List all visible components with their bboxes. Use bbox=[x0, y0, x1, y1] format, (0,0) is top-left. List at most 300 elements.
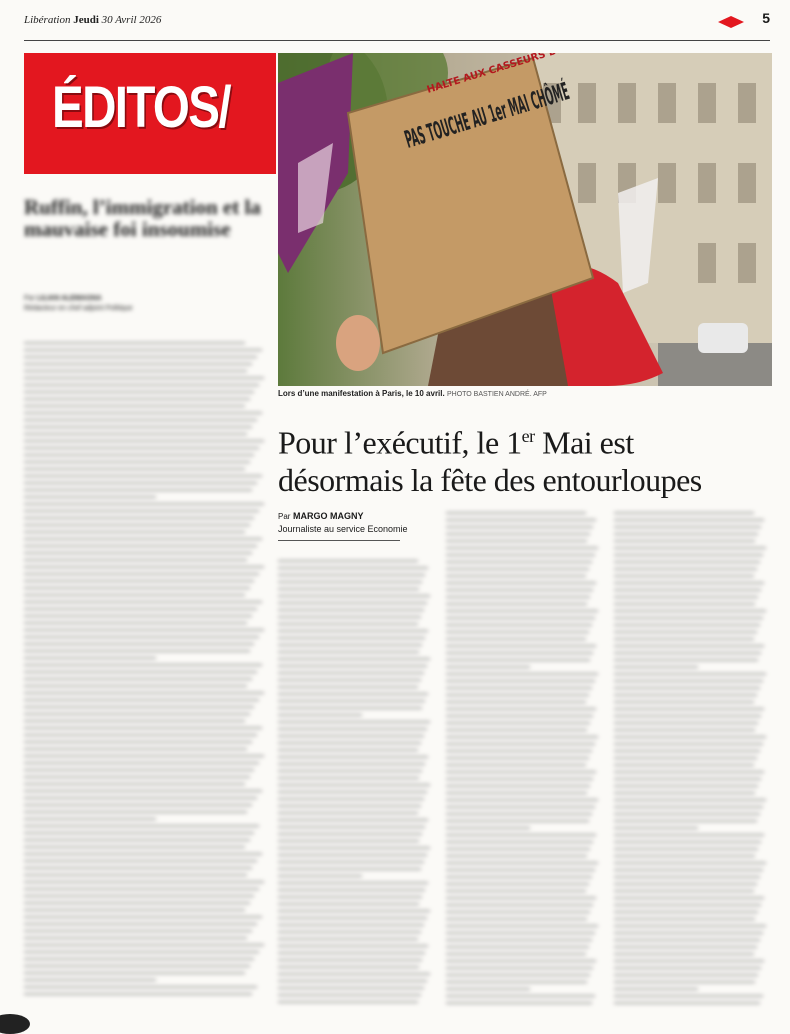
text-line bbox=[24, 720, 245, 722]
text-line bbox=[614, 708, 764, 710]
text-line bbox=[614, 729, 755, 731]
text-line bbox=[24, 391, 254, 393]
text-line bbox=[278, 875, 362, 877]
text-line bbox=[24, 531, 245, 533]
text-line bbox=[24, 671, 257, 673]
text-line bbox=[614, 771, 764, 773]
text-line bbox=[614, 897, 764, 899]
text-line bbox=[614, 862, 766, 864]
text-line bbox=[446, 701, 586, 703]
text-line bbox=[24, 874, 247, 876]
text-line bbox=[446, 715, 593, 717]
text-line bbox=[446, 589, 593, 591]
text-line bbox=[24, 566, 264, 568]
text-line bbox=[24, 608, 257, 610]
text-line bbox=[24, 524, 250, 526]
text-line bbox=[24, 517, 254, 519]
text-line bbox=[278, 742, 421, 744]
text-line bbox=[24, 776, 250, 778]
text-line bbox=[446, 512, 586, 514]
text-line bbox=[446, 925, 598, 927]
text-line bbox=[24, 643, 254, 645]
text-line bbox=[278, 623, 418, 625]
text-line bbox=[278, 896, 422, 898]
text-line bbox=[446, 827, 530, 829]
text-line bbox=[278, 861, 424, 863]
text-line bbox=[278, 931, 421, 933]
text-line bbox=[614, 652, 761, 654]
text-line bbox=[614, 624, 760, 626]
text-line bbox=[24, 895, 254, 897]
text-line bbox=[24, 601, 262, 603]
text-line bbox=[614, 925, 766, 927]
text-line bbox=[24, 503, 264, 505]
text-line bbox=[614, 953, 754, 955]
text-line bbox=[614, 736, 766, 738]
text-line bbox=[614, 974, 758, 976]
editorial-title: Ruffin, l’immigration et la mauvaise foi insoumise bbox=[24, 195, 261, 241]
text-line bbox=[24, 783, 245, 785]
text-line bbox=[614, 883, 757, 885]
text-line bbox=[24, 615, 252, 617]
text-line bbox=[278, 686, 418, 688]
text-line bbox=[614, 722, 758, 724]
text-line bbox=[278, 791, 427, 793]
text-line bbox=[278, 777, 419, 779]
text-line bbox=[614, 666, 698, 668]
text-line bbox=[278, 987, 424, 989]
text-line bbox=[24, 923, 257, 925]
text-line bbox=[278, 728, 427, 730]
text-line bbox=[278, 567, 428, 569]
text-line bbox=[24, 650, 250, 652]
text-line bbox=[614, 575, 754, 577]
header-rule bbox=[24, 40, 770, 41]
text-line bbox=[24, 447, 259, 449]
text-line bbox=[614, 610, 766, 612]
text-line bbox=[446, 736, 598, 738]
text-line bbox=[24, 398, 250, 400]
text-line bbox=[24, 790, 262, 792]
text-line bbox=[24, 741, 252, 743]
text-line bbox=[24, 965, 250, 967]
text-line bbox=[278, 966, 419, 968]
text-line bbox=[446, 904, 593, 906]
text-line bbox=[278, 672, 424, 674]
text-line bbox=[614, 673, 766, 675]
text-line bbox=[446, 631, 589, 633]
article-column-2 bbox=[446, 512, 598, 1009]
text-line bbox=[614, 813, 760, 815]
text-line bbox=[278, 693, 428, 695]
text-line bbox=[614, 547, 766, 549]
text-line bbox=[614, 568, 757, 570]
text-line bbox=[24, 510, 259, 512]
text-line bbox=[614, 932, 763, 934]
text-line bbox=[24, 727, 262, 729]
text-line bbox=[614, 967, 761, 969]
text-line bbox=[24, 888, 259, 890]
text-line bbox=[278, 735, 424, 737]
text-line bbox=[24, 685, 247, 687]
text-line bbox=[24, 657, 156, 659]
text-line bbox=[446, 708, 596, 710]
text-line bbox=[278, 651, 419, 653]
text-line bbox=[446, 1002, 592, 1004]
text-line bbox=[24, 797, 257, 799]
text-line bbox=[278, 994, 421, 996]
text-line bbox=[614, 743, 763, 745]
text-line bbox=[278, 924, 424, 926]
text-line bbox=[24, 881, 264, 883]
text-line bbox=[614, 1002, 760, 1004]
text-line bbox=[24, 363, 252, 365]
text-line bbox=[24, 951, 259, 953]
text-line bbox=[24, 587, 250, 589]
text-line bbox=[278, 917, 427, 919]
text-line bbox=[446, 673, 598, 675]
text-line bbox=[278, 798, 424, 800]
text-line bbox=[446, 757, 589, 759]
text-line bbox=[446, 792, 587, 794]
text-line bbox=[446, 526, 593, 528]
text-line bbox=[24, 979, 156, 981]
text-line bbox=[278, 574, 425, 576]
text-line bbox=[614, 582, 764, 584]
text-line bbox=[278, 665, 427, 667]
text-line bbox=[24, 629, 264, 631]
text-line bbox=[446, 638, 586, 640]
text-line bbox=[24, 559, 247, 561]
byline-rule bbox=[278, 540, 400, 541]
sign-top-text: HALTE AUX CASSEURS bbox=[425, 53, 548, 96]
text-line bbox=[24, 426, 252, 428]
text-line bbox=[446, 554, 595, 556]
text-line bbox=[446, 617, 595, 619]
text-line bbox=[278, 707, 422, 709]
text-line bbox=[614, 596, 758, 598]
text-line bbox=[614, 785, 758, 787]
text-line bbox=[278, 644, 422, 646]
text-line bbox=[24, 867, 252, 869]
text-line bbox=[446, 967, 593, 969]
text-line bbox=[446, 862, 598, 864]
section-label: ÉDITOS/ bbox=[52, 75, 230, 140]
headline-superscript: er bbox=[521, 426, 535, 446]
text-line bbox=[278, 959, 422, 961]
text-line bbox=[24, 755, 264, 757]
text-line bbox=[24, 594, 245, 596]
text-line bbox=[614, 834, 764, 836]
byline-prefix: Par bbox=[278, 512, 291, 521]
text-line bbox=[24, 356, 257, 358]
text-line bbox=[24, 853, 262, 855]
text-line bbox=[446, 869, 595, 871]
text-line bbox=[446, 918, 587, 920]
text-line bbox=[24, 461, 250, 463]
text-line bbox=[446, 645, 596, 647]
text-line bbox=[446, 988, 530, 990]
text-line bbox=[278, 903, 419, 905]
text-line bbox=[24, 699, 259, 701]
text-line bbox=[24, 713, 250, 715]
text-line bbox=[614, 806, 763, 808]
text-line bbox=[446, 603, 587, 605]
text-line bbox=[614, 701, 754, 703]
text-line bbox=[614, 848, 758, 850]
article-column-1 bbox=[278, 560, 430, 1008]
article-headline bbox=[278, 418, 778, 499]
text-line bbox=[446, 722, 590, 724]
text-line bbox=[24, 734, 257, 736]
text-line bbox=[446, 652, 593, 654]
text-line bbox=[278, 658, 430, 660]
text-line bbox=[446, 764, 586, 766]
headline-part-2: Mai est bbox=[534, 424, 634, 461]
text-line bbox=[614, 939, 760, 941]
text-line bbox=[614, 869, 763, 871]
text-line bbox=[24, 545, 257, 547]
text-line bbox=[278, 889, 425, 891]
text-line bbox=[614, 778, 761, 780]
text-line bbox=[24, 832, 254, 834]
photo-credit: PHOTO BASTIEN ANDRÉ. AFP bbox=[446, 391, 547, 398]
text-line bbox=[614, 764, 754, 766]
text-line bbox=[24, 748, 247, 750]
text-line bbox=[446, 883, 589, 885]
text-line bbox=[614, 659, 758, 661]
text-line bbox=[446, 680, 595, 682]
text-line bbox=[614, 995, 763, 997]
text-line bbox=[614, 512, 754, 514]
text-line bbox=[24, 839, 250, 841]
text-line bbox=[278, 714, 362, 716]
editorial-author: LILIAN ALEMAGNA bbox=[36, 295, 102, 302]
text-line bbox=[446, 974, 590, 976]
text-line bbox=[24, 468, 245, 470]
publication-name: Libération bbox=[24, 14, 71, 26]
text-line bbox=[446, 694, 589, 696]
headline-line-2: désormais la fête des entourloupes bbox=[278, 461, 702, 498]
text-line bbox=[24, 916, 262, 918]
text-line bbox=[24, 580, 254, 582]
text-line bbox=[614, 631, 757, 633]
text-line bbox=[278, 595, 430, 597]
text-line bbox=[24, 377, 264, 379]
text-line bbox=[446, 890, 586, 892]
text-line bbox=[278, 973, 430, 975]
article-photo bbox=[278, 53, 772, 386]
text-line bbox=[446, 820, 589, 822]
text-line bbox=[24, 692, 264, 694]
text-line bbox=[446, 561, 592, 563]
text-line bbox=[24, 944, 264, 946]
text-line bbox=[446, 533, 590, 535]
text-line bbox=[278, 945, 428, 947]
text-line bbox=[446, 596, 590, 598]
text-line bbox=[24, 678, 252, 680]
text-line bbox=[446, 953, 586, 955]
text-line bbox=[24, 475, 262, 477]
article-byline bbox=[278, 510, 408, 535]
text-line bbox=[278, 581, 422, 583]
article-author: MARGO MAGNY bbox=[292, 511, 364, 521]
text-line bbox=[24, 454, 254, 456]
text-line bbox=[446, 932, 595, 934]
text-line bbox=[446, 785, 590, 787]
text-line bbox=[24, 986, 257, 988]
text-line bbox=[614, 841, 761, 843]
text-line bbox=[24, 552, 252, 554]
text-line bbox=[278, 630, 428, 632]
text-line bbox=[24, 440, 264, 442]
page-number: 5 bbox=[762, 10, 770, 26]
text-line bbox=[446, 939, 592, 941]
text-line bbox=[614, 820, 757, 822]
text-line bbox=[446, 799, 598, 801]
text-line bbox=[24, 825, 259, 827]
text-line bbox=[446, 750, 592, 752]
text-line bbox=[278, 805, 421, 807]
text-line bbox=[278, 637, 425, 639]
text-line bbox=[446, 848, 590, 850]
text-line bbox=[446, 729, 587, 731]
text-line bbox=[446, 813, 592, 815]
text-line bbox=[446, 575, 586, 577]
text-line bbox=[278, 980, 427, 982]
text-line bbox=[278, 770, 422, 772]
folio bbox=[24, 14, 161, 26]
text-line bbox=[278, 602, 427, 604]
page-corner-mark bbox=[0, 1014, 30, 1034]
text-line bbox=[278, 609, 424, 611]
text-line bbox=[24, 706, 254, 708]
text-line bbox=[446, 659, 590, 661]
text-line bbox=[614, 715, 761, 717]
text-line bbox=[24, 489, 252, 491]
text-line bbox=[24, 405, 245, 407]
text-line bbox=[24, 804, 252, 806]
text-line bbox=[614, 540, 755, 542]
text-line bbox=[278, 952, 425, 954]
text-line bbox=[614, 911, 758, 913]
text-line bbox=[614, 890, 754, 892]
text-line bbox=[614, 855, 755, 857]
text-line bbox=[614, 687, 760, 689]
editorial-byline bbox=[24, 294, 133, 314]
text-line bbox=[278, 756, 428, 758]
text-line bbox=[24, 538, 262, 540]
text-line bbox=[278, 616, 421, 618]
text-line bbox=[24, 937, 247, 939]
text-line bbox=[614, 918, 755, 920]
text-line bbox=[278, 840, 419, 842]
text-line bbox=[614, 981, 755, 983]
text-line bbox=[278, 588, 419, 590]
photo-caption bbox=[278, 389, 547, 398]
text-line bbox=[24, 370, 247, 372]
folio-date: 30 Avril 2026 bbox=[101, 14, 162, 26]
text-line bbox=[278, 833, 422, 835]
text-line bbox=[278, 721, 430, 723]
text-line bbox=[24, 993, 252, 995]
text-line bbox=[446, 771, 596, 773]
text-line bbox=[24, 762, 259, 764]
text-line bbox=[24, 419, 257, 421]
text-line bbox=[278, 700, 425, 702]
text-line bbox=[614, 799, 766, 801]
text-line bbox=[24, 902, 250, 904]
text-line bbox=[446, 519, 596, 521]
text-line bbox=[446, 855, 587, 857]
text-line bbox=[446, 624, 592, 626]
text-line bbox=[24, 972, 245, 974]
text-line bbox=[24, 664, 262, 666]
text-line bbox=[446, 610, 598, 612]
text-line bbox=[614, 589, 761, 591]
text-line bbox=[614, 645, 764, 647]
page-header bbox=[24, 10, 770, 32]
text-line bbox=[278, 1001, 418, 1003]
text-line bbox=[24, 636, 259, 638]
text-line bbox=[278, 763, 425, 765]
headline-part-1: Pour l’exécutif, le 1 bbox=[278, 424, 522, 461]
text-line bbox=[24, 811, 247, 813]
text-line bbox=[614, 757, 757, 759]
text-line bbox=[446, 946, 589, 948]
text-line bbox=[278, 847, 430, 849]
text-line bbox=[278, 819, 428, 821]
text-line bbox=[614, 750, 760, 752]
protest-photo bbox=[278, 53, 772, 386]
text-line bbox=[614, 694, 757, 696]
text-line bbox=[278, 826, 425, 828]
text-line bbox=[614, 988, 698, 990]
article-column-3 bbox=[614, 512, 766, 1009]
text-line bbox=[24, 846, 245, 848]
text-line bbox=[446, 995, 595, 997]
text-line bbox=[614, 680, 763, 682]
text-line bbox=[614, 526, 761, 528]
text-line bbox=[278, 882, 428, 884]
text-line bbox=[614, 960, 764, 962]
text-line bbox=[24, 342, 245, 344]
text-line bbox=[24, 433, 247, 435]
text-line bbox=[278, 868, 421, 870]
text-line bbox=[278, 854, 427, 856]
editorial-body bbox=[24, 342, 264, 1000]
text-line bbox=[614, 617, 763, 619]
text-line bbox=[446, 582, 596, 584]
text-line bbox=[614, 876, 760, 878]
text-line bbox=[446, 666, 530, 668]
text-line bbox=[614, 792, 755, 794]
section-banner bbox=[24, 53, 276, 174]
text-line bbox=[24, 930, 252, 932]
text-line bbox=[24, 412, 262, 414]
text-line bbox=[614, 603, 755, 605]
text-line bbox=[614, 561, 760, 563]
editorial-author-role: Rédacteur en chef adjoint Politique bbox=[24, 305, 133, 312]
text-line bbox=[446, 778, 593, 780]
text-line bbox=[24, 622, 247, 624]
text-line bbox=[278, 679, 421, 681]
text-line bbox=[24, 958, 254, 960]
folio-day: Jeudi bbox=[73, 14, 99, 26]
text-line bbox=[24, 909, 245, 911]
editorial-byline-prefix: Par bbox=[24, 295, 35, 302]
text-line bbox=[446, 540, 587, 542]
